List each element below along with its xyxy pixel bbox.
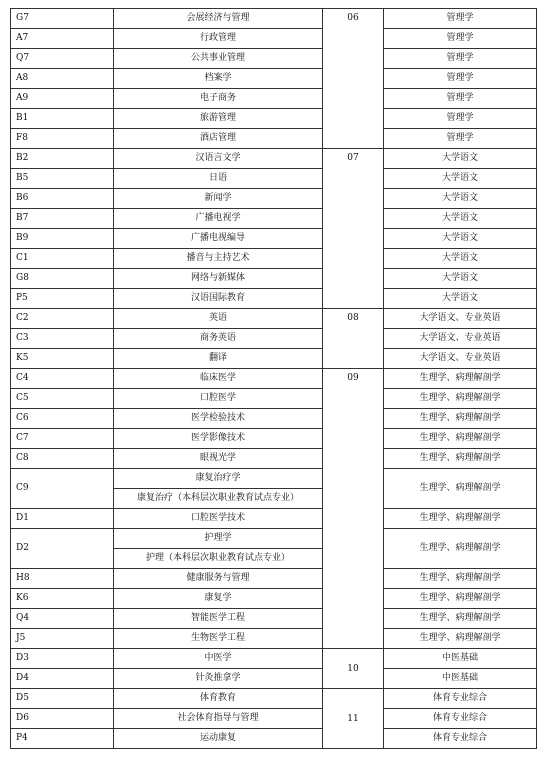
table-row: [11, 9, 537, 29]
exam-subject-cell: 大学语文: [384, 249, 537, 269]
table-row: [11, 529, 537, 549]
major-code-cell: C5: [11, 389, 114, 409]
major-code-cell: C2: [11, 309, 114, 329]
major-name-cell: 体育教育: [114, 689, 323, 709]
table-row: [11, 209, 537, 229]
major-code-cell: C6: [11, 409, 114, 429]
major-name-cell: 新闻学: [114, 189, 323, 209]
table-row: [11, 49, 537, 69]
major-name-cell-secondary: 康复治疗（本科层次职业教育试点专业）: [114, 489, 323, 509]
major-code-cell: C8: [11, 449, 114, 469]
major-code-cell: Q4: [11, 609, 114, 629]
major-code-cell: J5: [11, 629, 114, 649]
exam-subject-cell: 管理学: [384, 109, 537, 129]
major-name-cell: 运动康复: [114, 729, 323, 749]
table-row: [11, 369, 537, 389]
exam-subject-cell: 大学语文: [384, 149, 537, 169]
major-name-cell: 酒店管理: [114, 129, 323, 149]
major-code-cell: H8: [11, 569, 114, 589]
table-row: [11, 29, 537, 49]
table-row: [11, 229, 537, 249]
table-row: [11, 129, 537, 149]
exam-subject-cell: 生理学、病理解剖学: [384, 449, 537, 469]
major-name-cell: 医学检验技术: [114, 409, 323, 429]
table-row: [11, 409, 537, 429]
major-code-cell: B5: [11, 169, 114, 189]
major-code-cell: C1: [11, 249, 114, 269]
major-name-cell: 翻译: [114, 349, 323, 369]
table-row: [11, 649, 537, 669]
table-row: [11, 189, 537, 209]
exam-subject-cell: 大学语文、专业英语: [384, 349, 537, 369]
exam-subject-cell: 管理学: [384, 49, 537, 69]
major-code-cell: C4: [11, 369, 114, 389]
major-code-cell: D5: [11, 689, 114, 709]
exam-subject-cell: 大学语文: [384, 209, 537, 229]
table-row: [11, 729, 537, 749]
major-code-cell: B7: [11, 209, 114, 229]
exam-subject-cell: 生理学、病理解剖学: [384, 569, 537, 589]
major-code-cell: D6: [11, 709, 114, 729]
exam-subject-cell: 大学语文: [384, 189, 537, 209]
table-row: [11, 629, 537, 649]
table-row: [11, 509, 537, 529]
table-row: [11, 689, 537, 709]
major-name-cell: 行政管理: [114, 29, 323, 49]
group-code-cell: 08: [323, 309, 384, 369]
major-code-cell: B6: [11, 189, 114, 209]
exam-subject-cell: 生理学、病理解剖学: [384, 529, 537, 569]
exam-subject-cell: 管理学: [384, 9, 537, 29]
major-name-cell: 日语: [114, 169, 323, 189]
major-name-cell: 旅游管理: [114, 109, 323, 129]
group-code-cell: 07: [323, 149, 384, 309]
major-name-cell: 临床医学: [114, 369, 323, 389]
exam-subject-cell: 体育专业综合: [384, 689, 537, 709]
exam-subject-cell: 管理学: [384, 29, 537, 49]
exam-subject-cell: 生理学、病理解剖学: [384, 609, 537, 629]
exam-subject-cell: 中医基础: [384, 649, 537, 669]
major-name-cell: 汉语言文学: [114, 149, 323, 169]
major-code-cell: D3: [11, 649, 114, 669]
major-code-cell: A9: [11, 89, 114, 109]
major-code-cell: Q7: [11, 49, 114, 69]
table-row: [11, 429, 537, 449]
major-name-cell: 针灸推拿学: [114, 669, 323, 689]
table-row: [11, 69, 537, 89]
major-name-cell: 播音与主持艺术: [114, 249, 323, 269]
table-body: [11, 9, 537, 749]
table-row: [11, 349, 537, 369]
major-name-cell: 广播电视学: [114, 209, 323, 229]
major-name-cell: 会展经济与管理: [114, 9, 323, 29]
table-row: [11, 569, 537, 589]
table-row: [11, 669, 537, 689]
major-code-cell: F8: [11, 129, 114, 149]
major-code-cell: D1: [11, 509, 114, 529]
table-row: [11, 589, 537, 609]
major-code-cell: P4: [11, 729, 114, 749]
major-code-cell: C3: [11, 329, 114, 349]
major-exam-table: [10, 8, 537, 749]
major-name-cell: 口腔医学: [114, 389, 323, 409]
exam-subject-cell: 大学语文: [384, 269, 537, 289]
major-name-cell: 医学影像技术: [114, 429, 323, 449]
group-code-cell: 10: [323, 649, 384, 689]
group-code-cell: 06: [323, 9, 384, 149]
major-code-cell: D2: [11, 529, 114, 569]
major-code-cell: K6: [11, 589, 114, 609]
exam-subject-cell: 生理学、病理解剖学: [384, 469, 537, 509]
exam-subject-cell: 中医基础: [384, 669, 537, 689]
major-name-cell: 汉语国际教育: [114, 289, 323, 309]
exam-subject-cell: 体育专业综合: [384, 709, 537, 729]
major-name-cell: 眼视光学: [114, 449, 323, 469]
major-name-cell: 中医学: [114, 649, 323, 669]
group-code-cell: 11: [323, 689, 384, 749]
exam-subject-cell: 生理学、病理解剖学: [384, 509, 537, 529]
table-row: [11, 389, 537, 409]
major-name-cell: 网络与新媒体: [114, 269, 323, 289]
table-row: [11, 709, 537, 729]
major-name-cell: 电子商务: [114, 89, 323, 109]
table-row: [11, 609, 537, 629]
major-name-cell: 健康服务与管理: [114, 569, 323, 589]
table-row: [11, 109, 537, 129]
major-code-cell: G7: [11, 9, 114, 29]
exam-subject-cell: 生理学、病理解剖学: [384, 409, 537, 429]
exam-subject-cell: 大学语文、专业英语: [384, 329, 537, 349]
table-row: [11, 169, 537, 189]
table-row: [11, 449, 537, 469]
major-name-cell: 公共事业管理: [114, 49, 323, 69]
major-name-cell: 生物医学工程: [114, 629, 323, 649]
exam-subject-cell: 生理学、病理解剖学: [384, 369, 537, 389]
table-row: [11, 89, 537, 109]
exam-subject-cell: 管理学: [384, 89, 537, 109]
major-name-cell-secondary: 护理（本科层次职业教育试点专业）: [114, 549, 323, 569]
major-code-cell: P5: [11, 289, 114, 309]
major-code-cell: G8: [11, 269, 114, 289]
major-name-cell: 康复治疗学: [114, 469, 323, 489]
major-code-cell: K5: [11, 349, 114, 369]
table-row: [11, 309, 537, 329]
exam-subject-cell: 生理学、病理解剖学: [384, 589, 537, 609]
exam-subject-cell: 大学语文: [384, 289, 537, 309]
major-code-cell: C9: [11, 469, 114, 509]
group-code-cell: 09: [323, 369, 384, 649]
major-code-cell: B2: [11, 149, 114, 169]
major-name-cell: 商务英语: [114, 329, 323, 349]
major-code-cell: A7: [11, 29, 114, 49]
exam-subject-cell: 管理学: [384, 69, 537, 89]
table-row: [11, 329, 537, 349]
table-row: [11, 469, 537, 489]
major-name-cell: 社会体育指导与管理: [114, 709, 323, 729]
exam-subject-cell: 大学语文、专业英语: [384, 309, 537, 329]
exam-subject-cell: 生理学、病理解剖学: [384, 389, 537, 409]
table-row: [11, 269, 537, 289]
exam-subject-cell: 体育专业综合: [384, 729, 537, 749]
table-row: [11, 249, 537, 269]
major-name-cell: 护理学: [114, 529, 323, 549]
exam-subject-cell: 生理学、病理解剖学: [384, 429, 537, 449]
major-name-cell: 广播电视编导: [114, 229, 323, 249]
major-name-cell: 口腔医学技术: [114, 509, 323, 529]
major-name-cell: 智能医学工程: [114, 609, 323, 629]
exam-subject-cell: 大学语文: [384, 169, 537, 189]
table-row: [11, 149, 537, 169]
exam-subject-cell: 管理学: [384, 129, 537, 149]
major-code-cell: C7: [11, 429, 114, 449]
major-name-cell: 英语: [114, 309, 323, 329]
major-code-cell: A8: [11, 69, 114, 89]
exam-subject-cell: 生理学、病理解剖学: [384, 629, 537, 649]
major-name-cell: 档案学: [114, 69, 323, 89]
major-code-cell: B1: [11, 109, 114, 129]
exam-subject-cell: 大学语文: [384, 229, 537, 249]
major-code-cell: D4: [11, 669, 114, 689]
major-name-cell: 康复学: [114, 589, 323, 609]
major-code-cell: B9: [11, 229, 114, 249]
table-row: [11, 289, 537, 309]
